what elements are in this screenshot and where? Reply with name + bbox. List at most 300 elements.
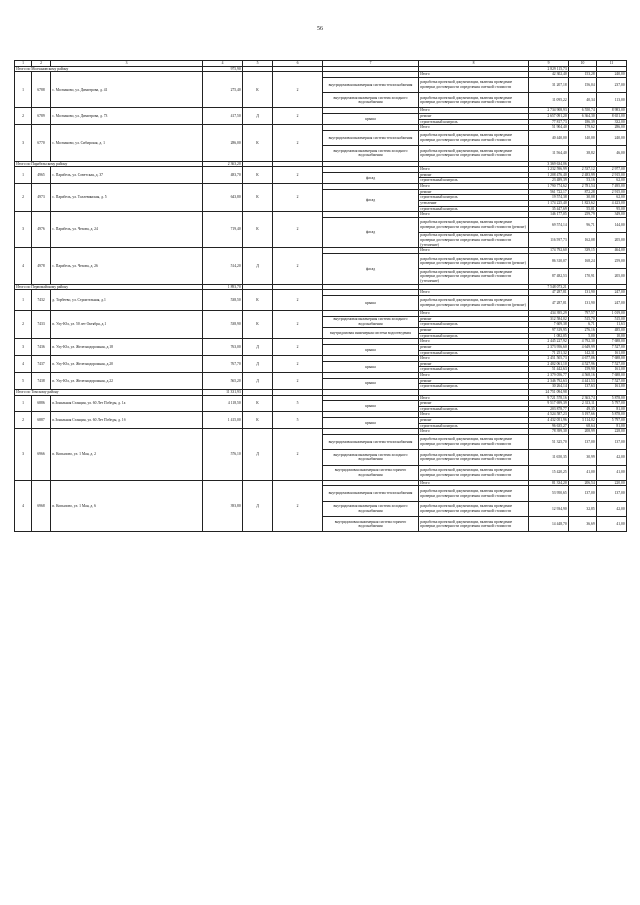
house-address: с. Парабель, ул. Чехова, д. 24 [51, 212, 203, 248]
work-item: строительный контроль [419, 333, 529, 339]
cost-value: 42 302,40 [529, 72, 569, 78]
work-type: крыша [323, 418, 419, 429]
row-number: 4 [15, 356, 32, 373]
house-area: 763,00 [203, 339, 243, 356]
wall-material: Д [243, 356, 273, 373]
unit-cost: 142,31 [569, 350, 597, 356]
floor-count: 2 [273, 212, 323, 248]
work-item: разработка проектной документации, включая проведение проверки достоверности определения сметной стоимости (утепление) [419, 269, 529, 284]
row-number: 1 [15, 395, 32, 412]
unit-cost: 131,90 [569, 290, 597, 296]
cost-value: 1 790 774,62 [529, 184, 569, 190]
house-area: 767,70 [203, 356, 243, 373]
unit-cost: 4 527,96 [569, 361, 597, 367]
work-item: разработка проектной документации, включая проведение проверки достоверности определения сметной стоимости (ремонт) [419, 295, 529, 310]
work-item: ремонт [419, 189, 529, 195]
work-type: крыша [323, 361, 419, 372]
unit-cost: 137,00 [569, 434, 597, 449]
floor-count: 2 [273, 290, 323, 311]
max-cost: 4 423,00 [597, 200, 627, 206]
house-code: 4965 [32, 167, 51, 184]
work-item: ремонт [419, 114, 529, 120]
column-number-header: 8 [419, 61, 529, 67]
unit-cost: 153,28 [569, 72, 597, 78]
wall-material: К [243, 72, 273, 108]
unit-cost: 137,00 [569, 486, 597, 501]
work-type: внутридомовая инженерная система теплоснабжения [323, 77, 419, 92]
max-cost: 95,00 [597, 206, 627, 212]
floor-count: 2 [273, 429, 323, 481]
column-number-header: 9 [529, 61, 569, 67]
work-item: строительный контроль [419, 350, 529, 356]
row-number: 3 [15, 125, 32, 161]
work-item: Итого [419, 480, 529, 486]
floor-count: 2 [273, 356, 323, 373]
unit-cost: 259,79 [569, 212, 597, 218]
district-area: 1 893,70 [203, 284, 243, 290]
cost-value: 1 208 476,40 [529, 172, 569, 178]
unit-cost: 170,91 [569, 269, 597, 284]
house-address: п. Улу-Юл, ул. Железнодорожная, д.18 [51, 339, 203, 356]
house-address: с. Парабель, ул. Чехова, д. 26 [51, 248, 203, 284]
max-cost: 237,00 [597, 77, 627, 92]
district-total: 3 369 634,06 [529, 161, 569, 167]
max-cost: 286,00 [597, 125, 627, 131]
house-code: 7438 [32, 373, 51, 390]
cost-value: 78 399,30 [529, 429, 569, 435]
house-code: 6886 [32, 395, 51, 412]
cost-value: 4 432 051,96 [529, 418, 569, 424]
unit-cost: 797,57 [569, 311, 597, 317]
unit-cost: 6 364,30 [569, 114, 597, 120]
table-body [15, 61, 627, 532]
house-area: 565,20 [203, 373, 243, 390]
wall-material: К [243, 311, 273, 339]
unit-cost: 872,28 [569, 189, 597, 195]
unit-cost: 4 441,53 [569, 378, 597, 384]
work-item: строительный контроль [419, 206, 529, 212]
work-item: разработка проектной документации, включая проведение проверки достоверности определения сметной стоимости [419, 434, 529, 449]
max-cost: 161,00 [597, 384, 627, 390]
row-number: 1 [15, 72, 32, 108]
unit-cost: 515,70 [569, 316, 597, 322]
work-item: ремонт [419, 344, 529, 350]
work-item: строительный контроль [419, 178, 529, 184]
unit-cost: 30,99 [569, 450, 597, 465]
unit-cost: 162,08 [569, 233, 597, 248]
floor-count: 2 [273, 108, 323, 125]
work-item: разработка проектной документации, включая проведение проверки достоверности определения сметной стоимости [419, 93, 529, 108]
cost-value: 1 082,05 [529, 333, 569, 339]
unit-cost: 4 677,06 [569, 356, 597, 362]
cost-value: 47 287,81 [529, 290, 569, 296]
unit-cost: 3 197,66 [569, 412, 597, 418]
cost-value: 2 657 091,20 [529, 114, 569, 120]
work-type: внутридомовая инженерная система холодного водоснабжения [323, 316, 419, 327]
unit-cost: 49,35 [569, 406, 597, 412]
cost-value: 69 574,14 [529, 217, 569, 232]
house-code: 7436 [32, 339, 51, 356]
house-code: 4978 [32, 248, 51, 284]
house-area: 538,50 [203, 290, 243, 311]
max-cost: 485,00 [597, 328, 627, 334]
house-address: д. Торбеево, ул. Строительная, д.1 [51, 290, 203, 311]
unit-cost: 159,90 [569, 367, 597, 373]
max-cost: 515,00 [597, 316, 627, 322]
wall-material: Д [243, 373, 273, 390]
floor-count: 2 [273, 339, 323, 356]
cost-value: 146 177,05 [529, 212, 569, 218]
house-code: 6789 [32, 108, 51, 125]
house-code: 6968 [32, 480, 51, 532]
work-item: ремонт [419, 361, 529, 367]
cost-value: 2 402 061,10 [529, 361, 569, 367]
work-item: разработка проектной документации, включая проведение проверки достоверности определения сметной стоимости [419, 77, 529, 92]
max-cost: 137,00 [597, 486, 627, 501]
max-cost: 7 527,00 [597, 378, 627, 384]
unit-cost: 30,08 [569, 195, 597, 201]
cost-value: 7 609,38 [529, 322, 569, 328]
wall-material: К [243, 395, 273, 412]
column-number-header: 7 [323, 61, 419, 67]
work-type: внутридомовая инженерная система теплоснабжения [323, 434, 419, 449]
max-cost: 2 977,00 [597, 167, 627, 173]
work-item: разработка проектной документации, включая проведение проверки достоверности определения сметной стоимости [419, 501, 529, 516]
work-item: разработка проектной документации, включая проведение проверки достоверности определения сметной стоимости [419, 130, 529, 145]
cost-value: 11 564,40 [529, 146, 569, 161]
unit-cost: 2 537,12 [569, 167, 597, 173]
house-address: с. Парабель, ул. Толлевинская, д. 5 [51, 184, 203, 212]
work-type: крыша [323, 295, 419, 310]
column-number-header: 1 [15, 61, 32, 67]
work-item: строительный контроль [419, 367, 529, 373]
house-area: 1 415,00 [203, 412, 243, 429]
floor-count: 2 [273, 125, 323, 161]
column-number-header: 2 [32, 61, 51, 67]
unit-cost: 2 313,11 [569, 401, 597, 407]
cost-value: 86 310,07 [529, 254, 569, 269]
unit-cost: 168,24 [569, 254, 597, 269]
max-cost: 41,00 [597, 465, 627, 480]
column-number-header: 5 [243, 61, 273, 67]
wall-material: Д [243, 248, 273, 284]
row-number: 2 [15, 412, 32, 429]
work-item: ремонт [419, 418, 529, 424]
work-item: Итого [419, 339, 529, 345]
row-number: 5 [15, 373, 32, 390]
work-type: фасад [323, 254, 419, 285]
work-item: Итого [419, 311, 529, 317]
cost-value: 11 650,35 [529, 450, 569, 465]
unit-cost: 276,16 [569, 328, 597, 334]
work-item: Итого [419, 356, 529, 362]
district-title: Итого по Молчановскому району [15, 66, 203, 72]
district-total: 7 548 073,21 [529, 284, 569, 290]
max-cost: 7 495,00 [597, 184, 627, 190]
row-number: 1 [15, 167, 32, 184]
house-area: 275,40 [203, 72, 243, 108]
floor-count: 5 [273, 395, 323, 412]
row-number: 2 [15, 311, 32, 339]
floor-count: 2 [273, 248, 323, 284]
unit-cost: 156,04 [569, 77, 597, 92]
cost-value: 51 442,63 [529, 367, 569, 373]
wall-material: К [243, 290, 273, 311]
row-number: 3 [15, 339, 32, 356]
column-number-header: 3 [51, 61, 203, 67]
cost-value: 9 721 578,16 [529, 395, 569, 401]
column-number-header: 6 [273, 61, 323, 67]
max-cost: 8 651,00 [597, 114, 627, 120]
max-cost: 332,00 [597, 119, 627, 125]
max-cost: 464,00 [597, 248, 627, 254]
row-number: 2 [15, 108, 32, 125]
max-cost: 240,00 [597, 72, 627, 78]
unit-cost: 4 568,16 [569, 373, 597, 379]
work-item: разработка проектной документации, включая проведение проверки достоверности определения сметной стоимости [419, 146, 529, 161]
row-number: 2 [15, 184, 32, 212]
max-cost: 220,00 [597, 480, 627, 486]
district-area: 2 363,20 [203, 161, 243, 167]
work-type: крыша [323, 401, 419, 412]
work-type: внутридомовая инженерная система горячего водоснабжения [323, 517, 419, 532]
max-cost: 247,00 [597, 295, 627, 310]
floor-count: 2 [273, 167, 323, 184]
district-total: 2 829 115,73 [529, 66, 569, 72]
unit-cost: 41,00 [569, 465, 597, 480]
work-item: строительный контроль [419, 119, 529, 125]
max-cost: 8 983,00 [597, 108, 627, 114]
work-item: Итого [419, 373, 529, 379]
unit-cost: 53,16 [569, 178, 597, 184]
work-item: разработка проектной документации, включая проведение проверки достоверности определения сметной стоимости (ремонт) [419, 217, 529, 232]
column-number-header: 4 [203, 61, 243, 67]
max-cost: 2 915,00 [597, 189, 627, 195]
max-cost: 7 688,00 [597, 356, 627, 362]
wall-material: К [243, 184, 273, 212]
column-number-header: 10 [569, 61, 597, 67]
max-cost: 81,00 [597, 423, 627, 429]
cost-value: 9 517 699,39 [529, 401, 569, 407]
cost-value: 53 950,65 [529, 486, 569, 501]
house-code: 7437 [32, 356, 51, 373]
house-code: 7433 [32, 311, 51, 339]
wall-material: Д [243, 429, 273, 481]
unit-cost: 206,54 [569, 480, 597, 486]
house-address: п. Копылово, ул. 1 Мая, д. 6 [51, 480, 203, 532]
cost-value: 71 251,32 [529, 350, 569, 356]
work-item: Итого [419, 108, 529, 114]
district-title: Итого по Первомайскому району [15, 284, 203, 290]
cost-value: 51 325,70 [529, 434, 569, 449]
cost-value: 2 346 792,63 [529, 378, 569, 384]
work-item: разработка проектной документации, включая проведение проверки достоверности определения сметной стоимости (ремонт) [419, 254, 529, 269]
unit-cost: 68,64 [569, 423, 597, 429]
house-area: 643,80 [203, 184, 243, 212]
max-cost: 5 797,00 [597, 401, 627, 407]
work-item: Итого [419, 395, 529, 401]
cost-value: 2 379 056,77 [529, 373, 569, 379]
cost-value: 116 597,73 [529, 233, 569, 248]
wall-material: К [243, 412, 273, 429]
wall-material: Д [243, 480, 273, 532]
row-number: 4 [15, 248, 32, 284]
cost-value: 1 174 225,40 [529, 200, 569, 206]
house-area: 514,20 [203, 248, 243, 284]
house-address: с. Парабель, ул. Советская, д. 37 [51, 167, 203, 184]
house-area: 719,40 [203, 212, 243, 248]
work-item: Итого [419, 184, 529, 190]
work-type: внутридомовая инженерная система горячего водоснабжения [323, 465, 419, 480]
unit-cost: 96,71 [569, 217, 597, 232]
work-type: крыша [323, 114, 419, 125]
work-type: крыша [323, 378, 419, 389]
work-type: фасад [323, 172, 419, 183]
wall-material: К [243, 212, 273, 248]
house-address: с. Молчаново, ул. Сибирская, д. 1 [51, 125, 203, 161]
work-item: ремонт [419, 316, 529, 322]
max-cost: 7 688,00 [597, 373, 627, 379]
work-item: Итого [419, 429, 529, 435]
house-code: 6788 [32, 72, 51, 108]
district-area: 11 331,93 [203, 389, 243, 395]
work-type: внутридомовая инженерная система холодного водоснабжения [323, 501, 419, 516]
cost-value: 30 264,14 [529, 384, 569, 390]
unit-cost: 2 781,54 [569, 184, 597, 190]
unit-cost: 208,99 [569, 429, 597, 435]
house-area: 4 118,50 [203, 395, 243, 412]
max-cost: 205,00 [597, 269, 627, 284]
work-type: фасад [323, 189, 419, 212]
cost-value: 23 489,39 [529, 178, 569, 184]
unit-cost: 38,82 [569, 146, 597, 161]
house-area: 483,70 [203, 167, 243, 184]
unit-cost: 55,01 [569, 206, 597, 212]
house-area: 538,90 [203, 311, 243, 339]
work-type: внутридомовая инженерная система теплоснабжения [323, 486, 419, 501]
max-cost: 259,00 [597, 254, 627, 269]
max-cost: 42,00 [597, 450, 627, 465]
max-cost: 62,00 [597, 178, 627, 184]
max-cost: 46,00 [597, 146, 627, 161]
work-item: Итого [419, 72, 529, 78]
floor-count: 2 [273, 72, 323, 108]
max-cost: 1 019,00 [597, 311, 627, 317]
cost-value: 87 482,53 [529, 269, 569, 284]
max-cost: 5 878,00 [597, 412, 627, 418]
house-area: 576,10 [203, 429, 243, 481]
cost-value: 14 448,70 [529, 517, 569, 532]
capital-repair-table [14, 60, 627, 532]
max-cost: 161,00 [597, 367, 627, 373]
house-address: п. Улу-Юл, ул. Железнодорожная, д.20 [51, 356, 203, 373]
max-cost: 240,00 [597, 130, 627, 145]
work-item: разработка проектной документации, включая проведение проверки достоверности определения сметной стоимости [419, 465, 529, 480]
cost-value: 2 451 505,73 [529, 356, 569, 362]
house-address: с. Молчаново, ул. Димитрова, д. 73 [51, 108, 203, 125]
column-number-header: 11 [597, 61, 627, 67]
work-item: разработка проектной документации, включая проведение проверки достоверности определения сметной стоимости (утепление) [419, 233, 529, 248]
work-type: внутридомовая инженерная система холодного водоснабжения [323, 450, 419, 465]
wall-material: Д [243, 108, 273, 125]
max-cost: 41,00 [597, 517, 627, 532]
house-code: 6770 [32, 125, 51, 161]
wall-material: К [243, 167, 273, 184]
work-type: внутридомовая инженерная система холодного водоснабжения [323, 146, 419, 161]
max-cost: 5 797,00 [597, 418, 627, 424]
house-address: п.Зональная Станция, ул. 60 Лет Победы, д. 1а [51, 395, 203, 412]
work-item: строительный контроль [419, 384, 529, 390]
max-cost: 11,63 [597, 322, 627, 328]
wall-material: Д [243, 339, 273, 356]
cost-value: 97 319,95 [529, 328, 569, 334]
unit-cost: 36,69 [569, 517, 597, 532]
work-item: Итого [419, 212, 529, 218]
house-area: 286,00 [203, 125, 243, 161]
work-item: Итого [419, 290, 529, 296]
cost-value: 2 373 956,60 [529, 344, 569, 350]
work-item: Итого [419, 167, 529, 173]
district-title: Итого по Парабельскому району [15, 161, 203, 167]
unit-cost: 6 550,74 [569, 108, 597, 114]
floor-count: 2 [273, 184, 323, 212]
cost-value: 2 734 908,93 [529, 108, 569, 114]
house-address: с. Молчаново, ул. Димитрова, д. 41 [51, 72, 203, 108]
cost-value: 203 878,77 [529, 406, 569, 412]
row-number: 3 [15, 212, 32, 248]
work-item: ремонт [419, 378, 529, 384]
page-number: 56 [317, 26, 323, 32]
house-code: 7432 [32, 290, 51, 311]
max-cost: 62,00 [597, 195, 627, 201]
work-item: ремонт [419, 401, 529, 407]
max-cost: 349,00 [597, 212, 627, 218]
cost-value: 51 904,40 [529, 125, 569, 131]
cost-value: 77 817,73 [529, 119, 569, 125]
cost-value: 174 792,60 [529, 248, 569, 254]
work-item: ремонт [419, 172, 529, 178]
cost-value: 312 584,02 [529, 316, 569, 322]
max-cost: 247,00 [597, 290, 627, 296]
work-item: разработка проектной документации, включая проведение проверки достоверности определения сметной стоимости [419, 486, 529, 501]
unit-cost: 2 483,99 [569, 172, 597, 178]
house-code: 4976 [32, 212, 51, 248]
cost-value: 96 635,27 [529, 423, 569, 429]
work-item: утепление [419, 200, 529, 206]
unit-cost: 339,15 [569, 248, 597, 254]
work-item: Итого [419, 412, 529, 418]
max-cost: 7 527,00 [597, 361, 627, 367]
cost-value: 15 420,25 [529, 465, 569, 480]
max-cost: 137,00 [597, 434, 627, 449]
work-item: Итого [419, 248, 529, 254]
max-cost: 7 527,00 [597, 344, 627, 350]
cost-value: 35 447,69 [529, 206, 569, 212]
unit-cost: 140,00 [569, 130, 597, 145]
floor-count: 2 [273, 373, 323, 390]
unit-cost: 179,62 [569, 125, 597, 131]
unit-cost: 4 792,30 [569, 339, 597, 345]
house-code: 6887 [32, 412, 51, 429]
unit-cost: 1 823,62 [569, 200, 597, 206]
max-cost: 7 688,00 [597, 339, 627, 345]
work-item: Итого [419, 125, 529, 131]
work-type: внутридомовая инженерная система водоотведения [323, 328, 419, 339]
district-total: 24 751 094,98 [529, 389, 569, 395]
max-cost: 10,00 [597, 333, 627, 339]
floor-count: 2 [273, 480, 323, 532]
cost-value: 31 207,18 [529, 77, 569, 92]
